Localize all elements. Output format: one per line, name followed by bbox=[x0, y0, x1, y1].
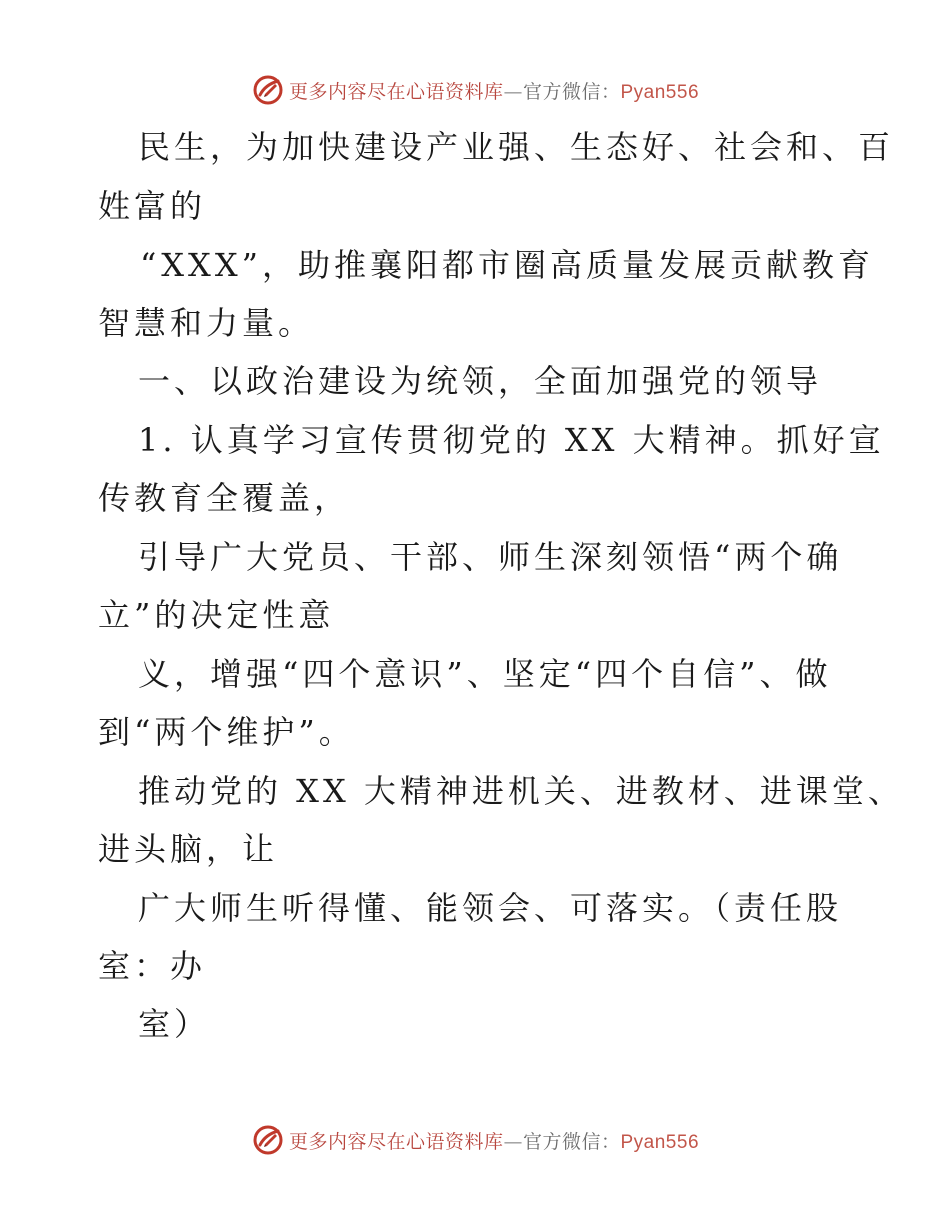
body-line: 室：办 bbox=[98, 947, 207, 985]
body-line: 进头脑，让 bbox=[98, 830, 279, 868]
footer-watermark bbox=[0, 1120, 950, 1160]
body-line: 1. 认真学习宣传贯彻党的 XX 大精神。抓好宣 bbox=[138, 421, 885, 459]
watermark-wechat-label: 官方微信： bbox=[522, 80, 621, 103]
body-line: 室） bbox=[138, 1005, 211, 1043]
body-line: 智慧和力量。 bbox=[98, 304, 315, 342]
body-line: 广大师生听得懂、能领会、可落实。（责任股 bbox=[138, 889, 843, 927]
pen-logo-icon bbox=[251, 1123, 285, 1157]
section-heading: 一、以政治建设为统领，全面加强党的领导 bbox=[138, 362, 823, 400]
watermark-wechat-id: Pyan556 bbox=[620, 81, 700, 103]
body-line: 传教育全覆盖， bbox=[98, 479, 351, 517]
body-line: 到“两个维护”。 bbox=[98, 713, 355, 751]
body-line: 立”的决定性意 bbox=[98, 596, 335, 634]
body-line: 推动党的 XX 大精神进机关、进教材、进课堂、 bbox=[138, 772, 904, 810]
body-line: 姓富的 bbox=[98, 187, 207, 225]
body-line: 引导广大党员、干部、师生深刻领悟“两个确 bbox=[138, 538, 843, 576]
body-line: 民生，为加快建设产业强、生态好、社会和、百 bbox=[138, 128, 895, 166]
watermark-site-text: 更多内容尽在心语资料库 bbox=[288, 1130, 504, 1153]
watermark-wechat-id: Pyan556 bbox=[620, 1131, 700, 1153]
watermark-site-text: 更多内容尽在心语资料库 bbox=[288, 80, 504, 103]
body-line: 义，增强“四个意识”、坚定“四个自信”、做 bbox=[138, 655, 832, 693]
watermark-dash: — bbox=[503, 1130, 523, 1153]
watermark-dash: — bbox=[503, 80, 523, 103]
body-line: “XXX”，助推襄阳都市圈高质量发展贡献教育 bbox=[140, 246, 874, 284]
watermark-wechat-label: 官方微信： bbox=[522, 1130, 621, 1153]
